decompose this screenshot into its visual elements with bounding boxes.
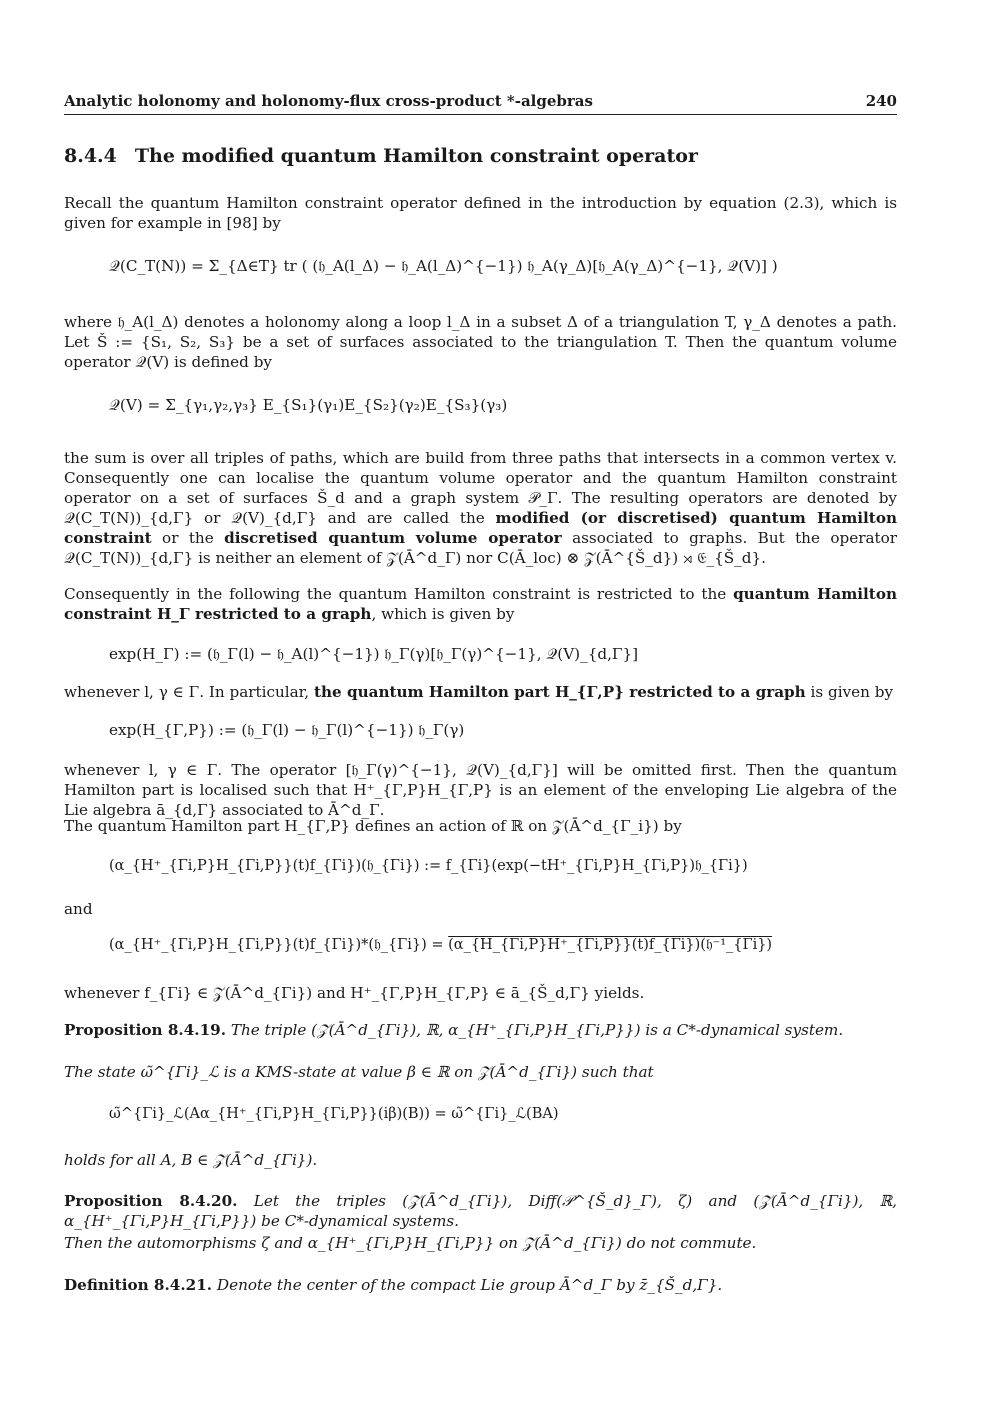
paragraph-text: Recall the quantum Hamilton constraint operator defined in the introduction by equation (2.3), which is given for example in [98] by <box>64 194 897 232</box>
equation-text: (α_{H⁺_{Γi,P}H_{Γi,P}}(t)f_{Γi})*(𝔥_{Γi}) = <box>109 937 444 953</box>
running-head <box>64 91 897 115</box>
running-title: Analytic holonomy and holonomy-flux cross-product *-algebras <box>64 92 593 110</box>
proposition-text: The state ω̃^{Γi}_ℒ is a KMS-state at value β ∈ ℝ on 𝒵(Ā^d_{Γi}) such that <box>64 1063 654 1081</box>
paragraph-text <box>64 584 897 624</box>
paragraph-intro <box>64 193 897 233</box>
proposition-statement <box>64 1020 897 1040</box>
definition-statement <box>64 1275 897 1295</box>
paragraph-hamilton-part <box>64 682 897 702</box>
proposition-label: Proposition 8.4.20. <box>64 1192 238 1210</box>
paragraph-whenever <box>64 983 897 1003</box>
proposition-text: Let the triples (𝒵(Ā^d_{Γi}), Diff(𝒫^{Š_d}_Γ), ζ) and (𝒵(Ā^d_{Γi}), ℝ, α_{H⁺_{Γi,P}H_{Γi,P}}) be C*-dynamical systems. <box>64 1192 898 1230</box>
text-run: the sum is over all triples of paths, which are build from three paths that intersects in a common vertex v. Consequently one can localise the quantum volume operator and the quantum Hamilton constraint operator on a set of surfaces Š_d and a graph system 𝒫_Γ. The resulting operators are denoted by 𝒬(C_T(N))_{d,Γ} or 𝒬(V)_{d,Γ} and are called the <box>64 449 897 527</box>
proposition-statement <box>64 1191 897 1231</box>
proposition-8-4-19-state <box>64 1062 897 1082</box>
section-heading <box>64 146 698 166</box>
text-run: , which is given by <box>371 605 515 623</box>
equation-alpha-adjoint <box>109 935 772 955</box>
paragraph-text: and <box>64 900 93 918</box>
proposition-8-4-20-tail <box>64 1233 897 1253</box>
section-title: The modified quantum Hamilton constraint operator <box>134 145 698 167</box>
bold-term: the quantum Hamilton part H_{Γ,P} restricted to a graph <box>313 683 806 701</box>
paragraph-text: where 𝔥_A(l_Δ) denotes a holonomy along a loop l_Δ in a subset Δ of a triangulation T, γ_Δ denotes a path. Let Š := {S₁, S₂, S₃} be a set of surfaces associated to the triangulation T. Then the quantum volume operator 𝒬(V) is defined by <box>64 313 897 371</box>
equation-text: 𝒬(C_T(N)) = Σ_{Δ∈T} tr ( (𝔥_A(l_Δ) − 𝔥_A(l_Δ)^{−1}) 𝔥_A(γ_Δ)[𝔥_A(γ_Δ)^{−1}, 𝒬(V)] ) <box>109 257 778 275</box>
bold-term: quantum Hamilton constraint H_Γ restricted to a graph <box>64 585 897 623</box>
text-run: Consequently in the following the quantum Hamilton constraint is restricted to the <box>64 585 727 603</box>
paragraph-restricted <box>64 584 897 624</box>
paragraph-text: whenever l, γ ∈ Γ. The operator [𝔥_Γ(γ)^{−1}, 𝒬(V)_{d,Γ}] will be omitted first. Then the quantum Hamilton part is localised such that H⁺_{Γ,P}H_{Γ,P} is an element of the enveloping Lie algebra of the Lie algebra ā_{d,Γ} associated to Ā^d_Γ. <box>64 761 897 819</box>
paragraph-text: whenever f_{Γi} ∈ 𝒵(Ā^d_{Γi}) and H⁺_{Γ,P}H_{Γ,P} ∈ ā_{Š_d,Γ} yields. <box>64 984 645 1002</box>
equation-text: exp(H_{Γ,P}) := (𝔥_Γ(l) − 𝔥_Γ(l)^{−1}) 𝔥_Γ(γ) <box>109 721 465 739</box>
paragraph-and <box>64 899 897 919</box>
definition-8-4-21 <box>64 1275 897 1295</box>
paragraph-text: The quantum Hamilton part H_{Γ,P} defines an action of ℝ on 𝒵(Ā^d_{Γ_i}) by <box>64 817 682 835</box>
proposition-text: holds for all A, B ∈ 𝒵(Ā^d_{Γi}). <box>64 1151 318 1169</box>
equation-text: 𝒬(V) = Σ_{γ₁,γ₂,γ₃} E_{S₁}(γ₁)E_{S₂}(γ₂)E_{S₃}(γ₃) <box>109 396 508 414</box>
paragraph-text <box>64 682 897 702</box>
equation-kms <box>109 1104 559 1124</box>
paragraph-action <box>64 816 897 836</box>
definition-text: Denote the center of the compact Lie group Ā^d_Γ by z̄_{Š_d,Γ}. <box>216 1276 723 1294</box>
proposition-text: The triple (𝒵(Ā^d_{Γi}), ℝ, α_{H⁺_{Γi,P}H_{Γi,P}}) is a C*-dynamical system. <box>230 1021 844 1039</box>
equation-exp-h-gamma <box>109 644 638 664</box>
text-run: is given by <box>810 683 894 701</box>
paragraph-discretised <box>64 448 897 568</box>
text-run: whenever l, γ ∈ Γ. In particular, <box>64 683 310 701</box>
proposition-8-4-19 <box>64 1020 897 1040</box>
paragraph-text <box>64 448 897 568</box>
equation-alpha-action <box>109 856 748 876</box>
equation-text: exp(H_Γ) := (𝔥_Γ(l) − 𝔥_A(l)^{−1}) 𝔥_Γ(γ)[𝔥_Γ(γ)^{−1}, 𝒬(V)_{d,Γ}] <box>109 645 639 663</box>
bold-term: modified (or discretised) quantum Hamilton constraint <box>64 509 897 547</box>
equation-text: (α_{H⁺_{Γi,P}H_{Γi,P}}(t)f_{Γi})(𝔥_{Γi}) := f_{Γi}(exp(−tH⁺_{Γi,P}H_{Γi,P})𝔥_{Γi}) <box>109 858 748 874</box>
equation-hamilton-constraint <box>109 256 778 276</box>
proposition-8-4-19-tail <box>64 1150 897 1170</box>
paragraph-holonomy <box>64 312 897 372</box>
proposition-8-4-20 <box>64 1191 897 1231</box>
equation-text: ω̃^{Γi}_ℒ(Aα_{H⁺_{Γi,P}H_{Γi,P}}(iβ)(B)) = ω̃^{Γi}_ℒ(BA) <box>109 1106 559 1122</box>
equation-volume-operator <box>109 395 507 415</box>
proposition-label: Proposition 8.4.19. <box>64 1021 226 1039</box>
section-number: 8.4.4 <box>64 145 117 167</box>
text-run: associated to graphs. But the operator 𝒬(C_T(N))_{d,Γ} is neither an element of 𝒵(Ā^d_Γ) nor C(Ā_loc) ⊗ 𝒵(Ā^{Š_d}) ⋊ 𝔈_{Š_d}. <box>64 529 898 567</box>
proposition-text: Then the automorphisms ζ and α_{H⁺_{Γi,P}H_{Γi,P}} on 𝒵(Ā^d_{Γi}) do not commute. <box>64 1234 757 1252</box>
bold-term: discretised quantum volume operator <box>224 529 562 547</box>
text-run: or the <box>162 529 214 547</box>
paragraph-localised <box>64 760 897 820</box>
equation-exp-h-gamma-p <box>109 720 464 740</box>
page-number: 240 <box>865 92 897 110</box>
equation-conjugate: (α_{H_{Γi,P}H⁺_{Γi,P}}(t)f_{Γi})(𝔥⁻¹_{Γi}) <box>448 937 773 953</box>
definition-label: Definition 8.4.21. <box>64 1276 213 1294</box>
